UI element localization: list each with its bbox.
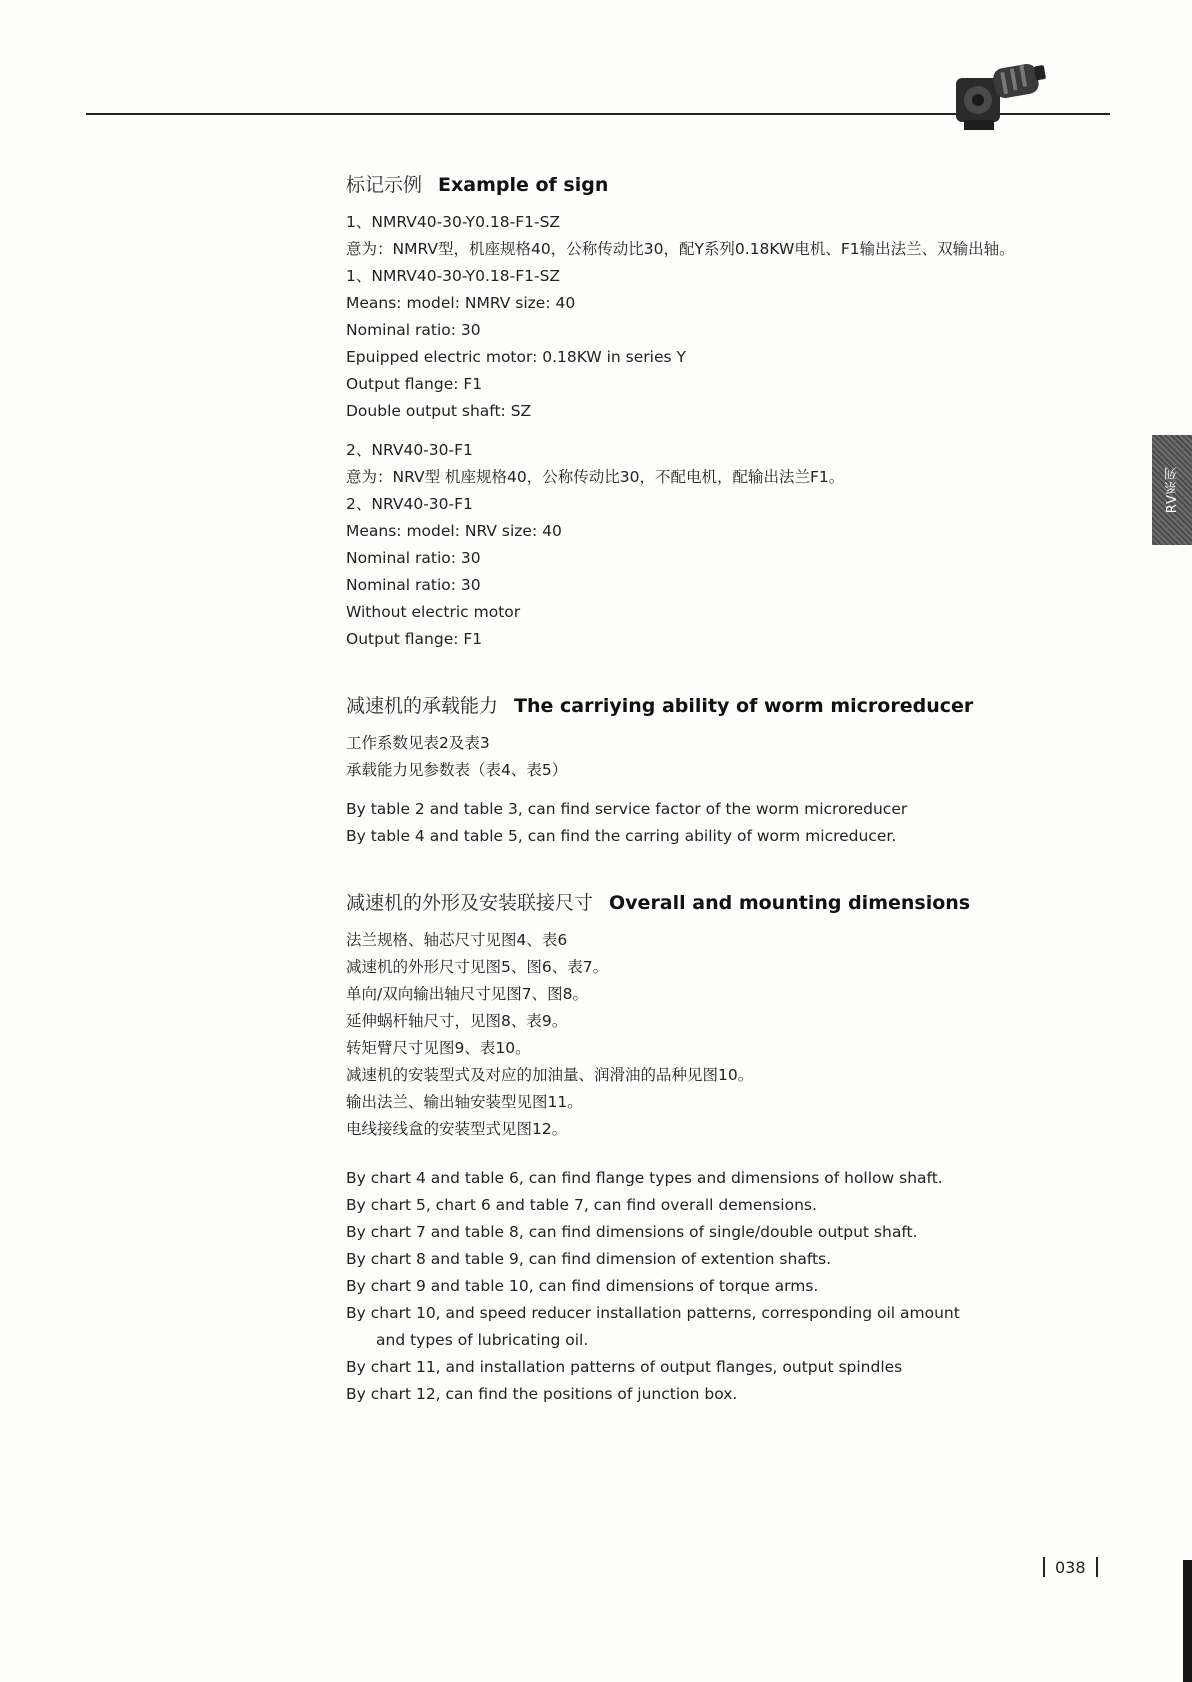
example1-line: Double output shaft: SZ — [346, 402, 532, 420]
dimensions-line-en-continued: and types of lubricating oil. — [376, 1331, 589, 1349]
dimensions-line-zh: 输出法兰、输出轴安装型见图11。 — [346, 1093, 583, 1111]
example1-meaning-zh: 意为：NMRV型，机座规格40，公称传动比30，配Y系列0.18KW电机、F1输出法兰、双输出轴。 — [346, 240, 1015, 258]
example2-line: Nominal ratio: 30 — [346, 576, 481, 594]
dimensions-line-en: By chart 8 and table 9, can find dimension of extention shafts. — [346, 1250, 832, 1268]
dimensions-line-en: By chart 11, and installation patterns of output flanges, output spindles — [346, 1358, 903, 1376]
heading-zh: 减速机的外形及安装联接尺寸 — [346, 892, 594, 914]
dimensions-line-zh: 法兰规格、轴芯尺寸见图4、表6 — [346, 931, 568, 949]
example2-code-en: 2、NRV40-30-F1 — [346, 495, 473, 513]
example1-line: Nominal ratio: 30 — [346, 321, 481, 339]
carrying-line-zh: 工作系数见表2及表3 — [346, 734, 490, 752]
example2-line: Without electric motor — [346, 603, 521, 621]
heading-zh: 减速机的承载能力 — [346, 695, 499, 717]
dimensions-line-en: By chart 7 and table 8, can find dimensions of single/double output shaft. — [346, 1223, 918, 1241]
page-number — [1043, 1556, 1098, 1578]
dimensions-line-en: By chart 5, chart 6 and table 7, can find overall demensions. — [346, 1196, 817, 1214]
page-number-divider-right — [1096, 1557, 1098, 1577]
gear-reducer-image — [950, 52, 1050, 136]
example1-code-zh: 1、NMRV40-30-Y0.18-F1-SZ — [346, 213, 561, 231]
scan-edge-bar — [1183, 1560, 1192, 1682]
example2-line: Nominal ratio: 30 — [346, 549, 481, 567]
dimensions-line-zh: 电线接线盒的安装型式见图12。 — [346, 1120, 568, 1138]
example1-code-en: 1、NMRV40-30-Y0.18-F1-SZ — [346, 267, 561, 285]
dimensions-line-en: By chart 10, and speed reducer installation patterns, corresponding oil amount — [346, 1304, 960, 1322]
page-number-text: 038 — [1055, 1557, 1086, 1577]
carrying-line-zh: 承载能力见参数表（表4、表5） — [346, 761, 568, 779]
example1-line: Means: model: NMRV size: 40 — [346, 294, 576, 312]
carrying-line-en: By table 4 and table 5, can find the carring ability of worm micreducer. — [346, 827, 897, 845]
dimensions-line-en: By chart 4 and table 6, can find flange types and dimensions of hollow shaft. — [346, 1169, 943, 1187]
series-side-tab — [1152, 435, 1192, 545]
section-heading-example — [346, 170, 1126, 197]
dimensions-line-en: By chart 12, can find the positions of junction box. — [346, 1385, 738, 1403]
section-heading-dimensions — [346, 888, 1126, 915]
dimensions-line-zh: 转矩臂尺寸见图9、表10。 — [346, 1039, 531, 1057]
example2-code-zh: 2、NRV40-30-F1 — [346, 441, 473, 459]
dimensions-line-zh: 单向/双向输出轴尺寸见图7、图8。 — [346, 985, 588, 1003]
dimensions-line-zh: 延伸蜗杆轴尺寸，见图8、表9。 — [346, 1012, 568, 1030]
dimensions-line-zh: 减速机的安装型式及对应的加油量、润滑油的品种见图10。 — [346, 1066, 754, 1084]
carrying-line-en: By table 2 and table 3, can find service factor of the worm microreducer — [346, 800, 908, 818]
heading-zh: 标记示例 — [346, 174, 423, 196]
example1-line: Epuipped electric motor: 0.18KW in series Y — [346, 348, 686, 366]
example2-line: Output flange: F1 — [346, 630, 483, 648]
example1-line: Output flange: F1 — [346, 375, 483, 393]
page-number-divider-left — [1043, 1557, 1045, 1577]
example2-line: Means: model: NRV size: 40 — [346, 522, 562, 540]
section-heading-carrying-ability — [346, 691, 1126, 718]
page-content — [346, 170, 1126, 1408]
side-tab-label: RV系列 — [1164, 466, 1180, 514]
heading-en: Overall and mounting dimensions — [609, 892, 971, 914]
heading-en: The carriying ability of worm microreducer — [514, 695, 974, 717]
dimensions-line-zh: 减速机的外形尺寸见图5、图6、表7。 — [346, 958, 609, 976]
heading-en: Example of sign — [438, 174, 609, 196]
dimensions-line-en: By chart 9 and table 10, can find dimensions of torque arms. — [346, 1277, 819, 1295]
example2-meaning-zh: 意为：NRV型 机座规格40，公称传动比30，不配电机，配输出法兰F1。 — [346, 468, 845, 486]
